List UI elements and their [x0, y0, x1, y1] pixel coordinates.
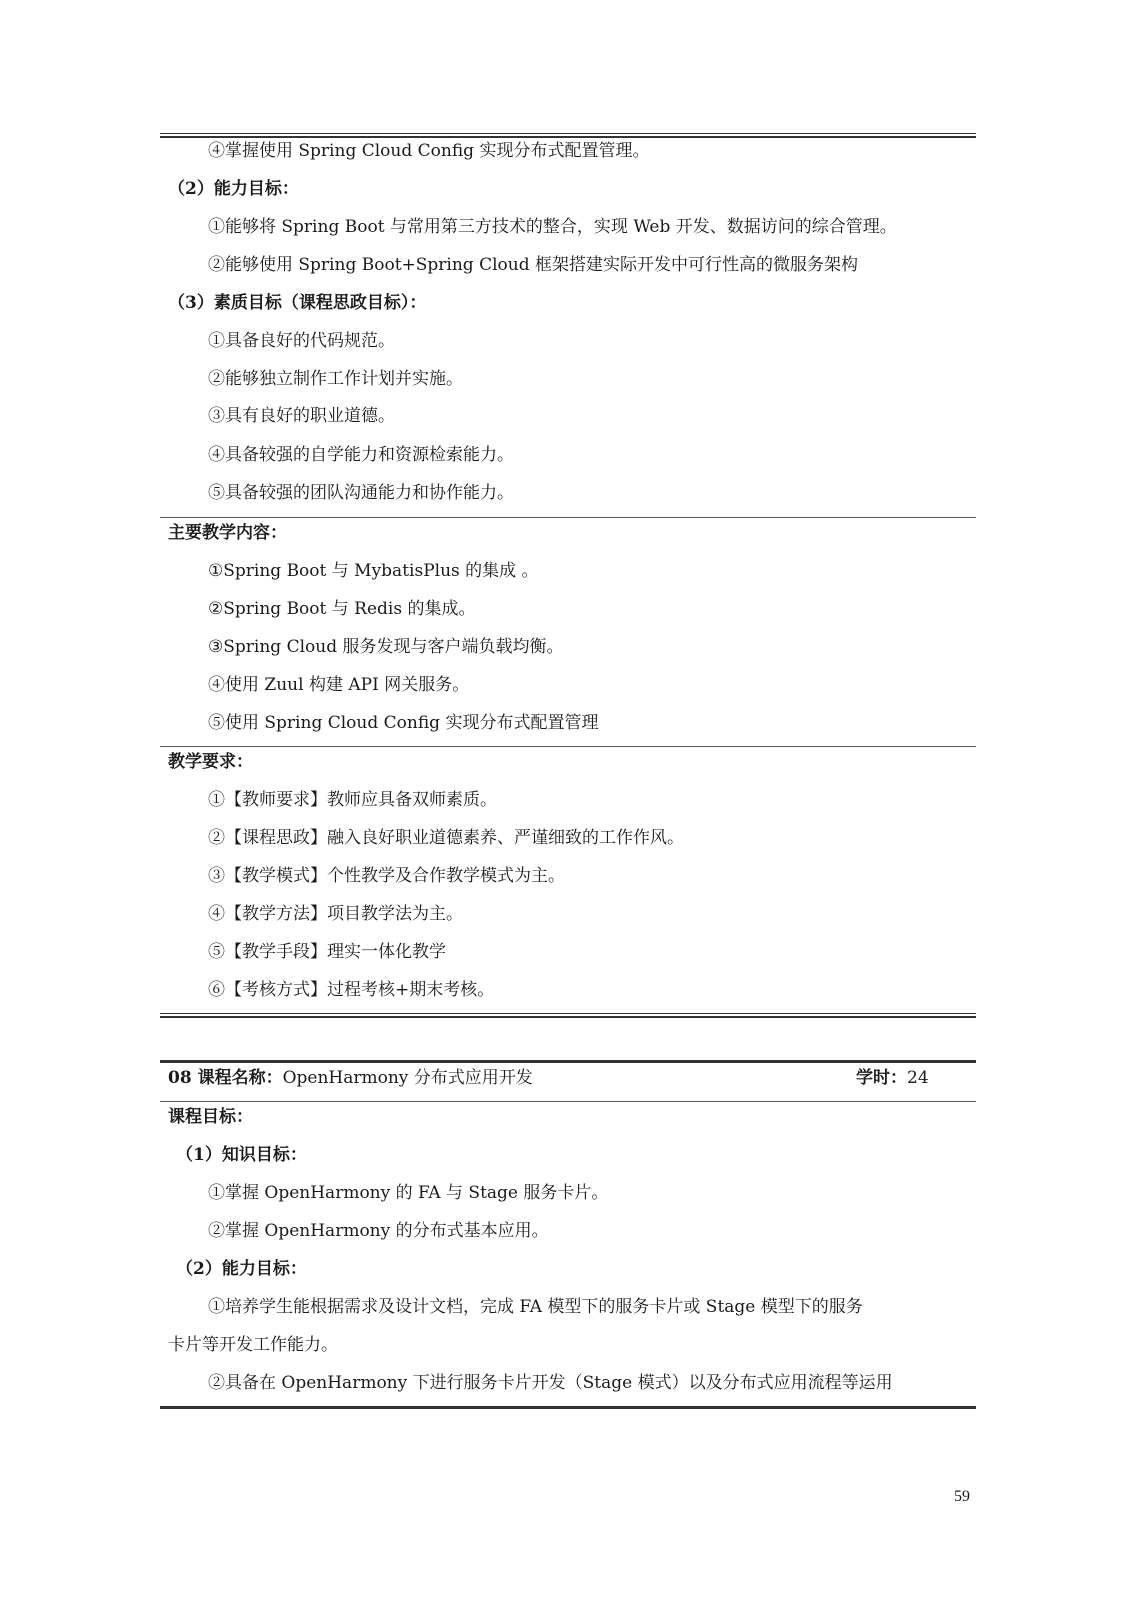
- course-title-row: [168, 1066, 533, 1090]
- requirement-heading: 教学要求：: [168, 752, 253, 772]
- course-label: 08 课程名称：: [168, 1068, 283, 1088]
- divider-requirements: [160, 746, 976, 747]
- quality-heading: （3）素质目标（课程思政目标）：: [168, 293, 427, 313]
- knowledge-heading: （1）知识目标：: [176, 1145, 307, 1165]
- course-title-divider: [160, 1101, 976, 1102]
- knowledge-item-2: ②掌握 OpenHarmony 的分布式基本应用。: [208, 1221, 549, 1241]
- section1-bottom-rule: [160, 1013, 976, 1018]
- content-item-2: ②Spring Boot 与 Redis 的集成。: [208, 599, 476, 619]
- ability-heading: （2）能力目标：: [168, 179, 299, 199]
- requirement-item-6: ⑥【考核方式】过程考核+期末考核。: [208, 980, 495, 1000]
- ability-heading-2: （2）能力目标：: [176, 1259, 307, 1279]
- ability2-item-2: ②具备在 OpenHarmony 下进行服务卡片开发（Stage 模式）以及分布式应用流程等运用: [208, 1373, 893, 1393]
- goals-heading: 课程目标：: [168, 1107, 253, 1127]
- quality-item-1: ①具备良好的代码规范。: [208, 331, 395, 351]
- page-number: 59: [954, 1488, 970, 1505]
- requirement-item-1: ①【教师要求】教师应具备双师素质。: [208, 790, 497, 810]
- ability2-item-1-line2: 卡片等开发工作能力。: [168, 1335, 338, 1355]
- top-double-rule: [160, 133, 976, 138]
- hours-value: 24: [907, 1068, 929, 1088]
- requirement-item-5: ⑤【教学手段】理实一体化教学: [208, 942, 446, 962]
- course-hours: [856, 1066, 929, 1090]
- knowledge-item-4: ④掌握使用 Spring Cloud Config 实现分布式配置管理。: [208, 141, 650, 161]
- section2-top-rule: [160, 1060, 976, 1063]
- content-item-4: ④使用 Zuul 构建 API 网关服务。: [208, 675, 470, 695]
- content-item-3: ③Spring Cloud 服务发现与客户端负载均衡。: [208, 637, 564, 657]
- ability-item-1: ①能够将 Spring Boot 与常用第三方技术的整合，实现 Web 开发、数据访问的综合管理。: [208, 217, 897, 237]
- ability2-item-1-line1: ①培养学生能根据需求及设计文档，完成 FA 模型下的服务卡片或 Stage 模型下的服务: [208, 1297, 863, 1317]
- ability-item-2: ②能够使用 Spring Boot+Spring Cloud 框架搭建实际开发中可行性高的微服务架构: [208, 255, 859, 275]
- requirement-item-3: ③【教学模式】个性教学及合作教学模式为主。: [208, 866, 565, 886]
- hours-label: 学时：: [856, 1068, 907, 1088]
- course-name: OpenHarmony 分布式应用开发: [282, 1068, 533, 1088]
- quality-item-5: ⑤具备较强的团队沟通能力和协作能力。: [208, 483, 514, 503]
- content-item-5: ⑤使用 Spring Cloud Config 实现分布式配置管理: [208, 713, 599, 733]
- requirement-item-2: ②【课程思政】融入良好职业道德素养、严谨细致的工作作风。: [208, 828, 684, 848]
- knowledge-item-1: ①掌握 OpenHarmony 的 FA 与 Stage 服务卡片。: [208, 1183, 609, 1203]
- quality-item-4: ④具备较强的自学能力和资源检索能力。: [208, 445, 514, 465]
- divider-content: [160, 517, 976, 518]
- requirement-item-4: ④【教学方法】项目教学法为主。: [208, 904, 463, 924]
- content-item-1: ①Spring Boot 与 MybatisPlus 的集成 。: [208, 561, 539, 581]
- quality-item-2: ②能够独立制作工作计划并实施。: [208, 369, 463, 389]
- section2-bottom-rule: [160, 1406, 976, 1409]
- content-heading: 主要教学内容：: [168, 523, 287, 543]
- quality-item-3: ③具有良好的职业道德。: [208, 406, 395, 426]
